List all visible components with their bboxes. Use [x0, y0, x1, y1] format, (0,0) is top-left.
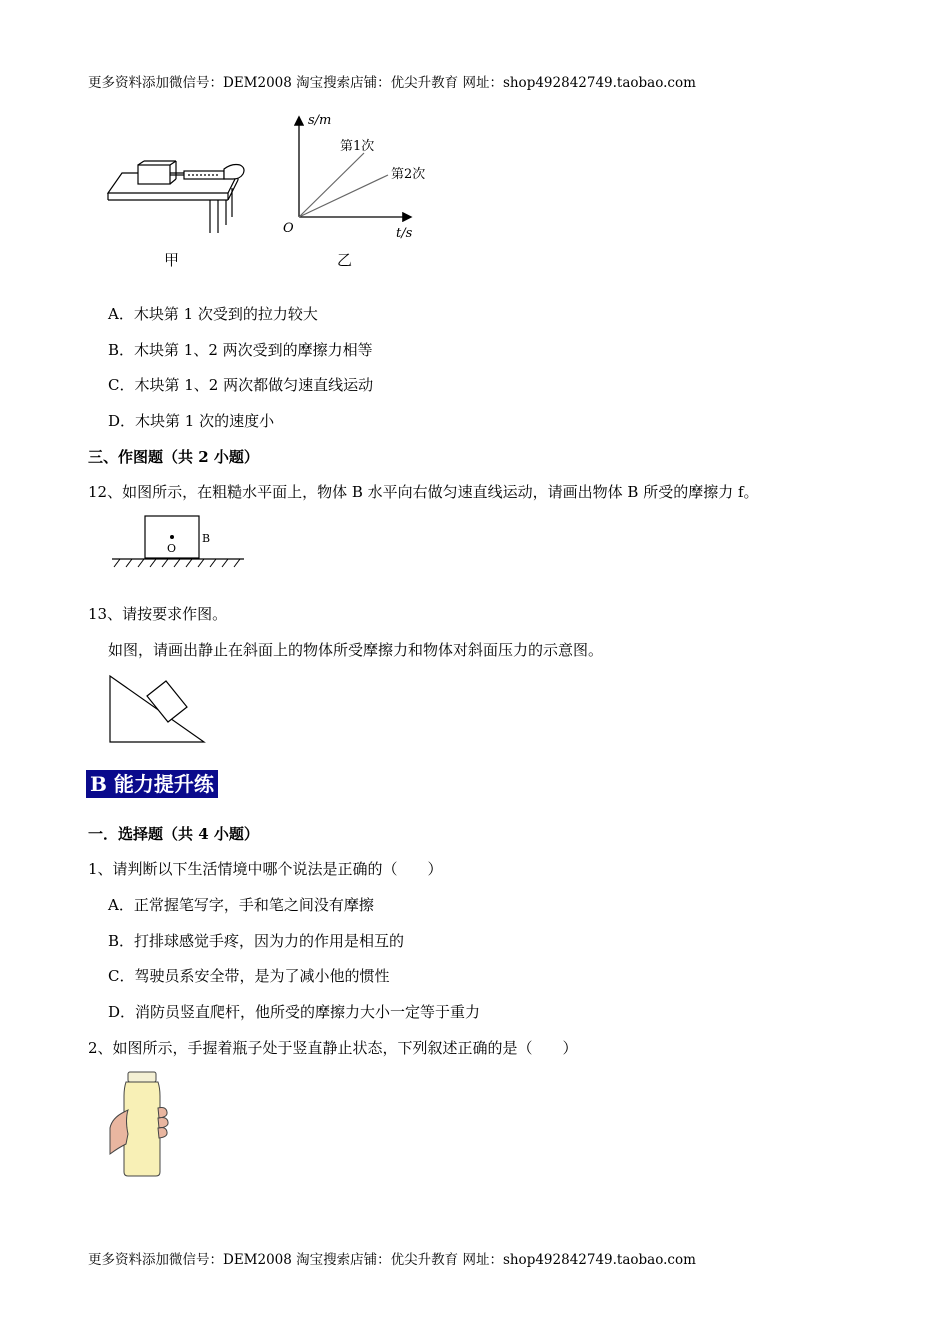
figure-jia-caption: 甲 [164, 251, 180, 269]
qb1-option-d: D．消防员竖直爬杆，他所受的摩擦力大小一定等于重力 [108, 1003, 481, 1021]
page-header: 更多资料添加微信号：DEM2008 淘宝搜索店铺：优尖升教育 网址：shop492842749.taobao.com [88, 75, 696, 91]
q13-incline-figure [106, 672, 210, 748]
line-trial-2 [299, 175, 388, 217]
x-axis-label: t/s [396, 226, 413, 240]
section3-title: 三、作图题（共 2 小题） [88, 448, 259, 466]
q13-subtext: 如图，请画出静止在斜面上的物体所受摩擦力和物体对斜面压力的示意图。 [108, 641, 604, 659]
origin-label: O [283, 221, 294, 236]
qb1-option-c: C．驾驶员系安全带，是为了减小他的惯性 [108, 967, 390, 985]
figure-yi-caption: 乙 [337, 251, 353, 269]
point-label: O [167, 542, 177, 555]
q12-figure [108, 512, 248, 572]
qb2-text: 2、如图所示，手握着瓶子处于竖直静止状态，下列叙述正确的是（ ） [88, 1039, 578, 1057]
line1-label: 第1次 [340, 139, 375, 154]
qb1-option-a: A．正常握笔写字，手和笔之间没有摩擦 [108, 896, 374, 914]
q11-option-c: C．木块第 1、2 两次都做匀速直线运动 [108, 376, 374, 394]
q12-text: 12、如图所示，在粗糙水平面上，物体 B 水平向右做匀速直线运动，请画出物体 B 所受的摩擦力 f。 [88, 483, 759, 501]
qb1-text: 1、请判断以下生活情境中哪个说法是正确的（ ） [88, 860, 443, 878]
q11-option-b: B．木块第 1、2 两次受到的摩擦力相等 [108, 341, 373, 359]
center-point [170, 535, 174, 539]
q11-option-d: D．木块第 1 次的速度小 [108, 412, 275, 430]
block-label: B [202, 532, 211, 545]
qb1-option-b: B．打排球感觉手疼，因为力的作用是相互的 [108, 932, 405, 950]
bottle-cap [128, 1072, 156, 1082]
hand-fingers [158, 1108, 168, 1139]
figure-jia [104, 155, 264, 240]
figure-yi-graph [280, 110, 440, 240]
q13-text: 13、请按要求作图。 [88, 605, 228, 623]
part1-title: 一．选择题（共 4 小题） [88, 825, 259, 843]
y-axis-label: s/m [308, 113, 332, 128]
bottle-hand-figure [108, 1068, 178, 1180]
q11-option-a: A．木块第 1 次受到的拉力较大 [108, 305, 318, 323]
section-b-title: B 能力提升练 [86, 770, 218, 798]
ground-hatching [114, 559, 240, 567]
line-trial-1 [299, 153, 364, 217]
page-footer: 更多资料添加微信号：DEM2008 淘宝搜索店铺：优尖升教育 网址：shop492842749.taobao.com [88, 1252, 696, 1268]
bottle [124, 1082, 160, 1176]
line2-label: 第2次 [391, 167, 426, 182]
